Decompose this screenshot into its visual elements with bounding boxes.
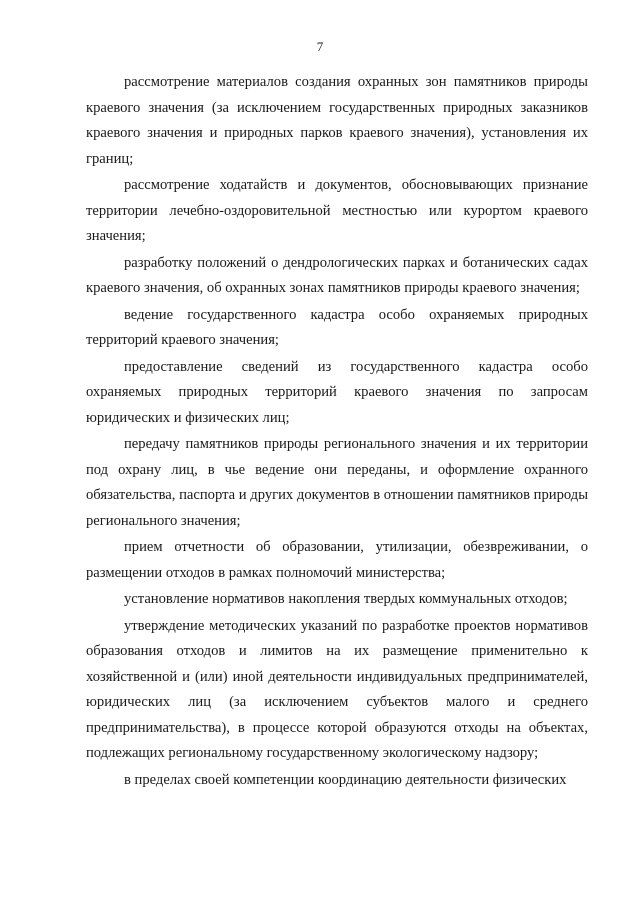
paragraph-methodical-guidelines: утверждение методических указаний по разработке проектов нормативов образования отходов и лимитов на их размещение применительно к хозяйственной и (или) иной деятельности индивидуальных предпринимателей, юридических лиц (за исключением субъектов малого и среднего предпринимательства), в процессе которой образуются отходы на объектах, подлежащих региональному государственному экологическому надзору;: [86, 617, 588, 761]
paragraph-waste-reporting: прием отчетности об образовании, утилизации, обезвреживании, о размещении отходов в рамках полномочий министерства;: [86, 539, 588, 581]
paragraph-protection-zones: рассмотрение материалов создания охранных зон памятников природы краевого значения (за исключением государственных природных заказников краевого значения и природных парков краевого значения), установления их границ;: [86, 74, 588, 167]
document-body: [86, 70, 588, 794]
paragraph-waste-norms: установление нормативов накопления твердых коммунальных отходов;: [124, 591, 568, 607]
page-number: 7: [316, 39, 324, 54]
paragraph-dendrological-parks: разработку положений о дендрологических парках и ботанических садах краевого значения, об охранных зонах памятников природы краевого значения;: [86, 254, 588, 296]
paragraph-cadastre-maintenance: ведение государственного кадастра особо охраняемых природных территорий краевого значения;: [86, 306, 588, 348]
paragraph-resort-petitions: рассмотрение ходатайств и документов, обосновывающих признание территории лечебно-оздоровительной местностью или курортом краевого значения;: [86, 177, 588, 244]
paragraph-monument-transfer: передачу памятников природы регионального значения и их территории под охрану лиц, в чье ведение они переданы, и оформление охранного обязательства, паспорта и других документов в отношении памятников природы регионального значения;: [86, 436, 588, 529]
paragraph-coordination: в пределах своей компетенции координацию деятельности физических: [124, 771, 567, 788]
paragraph-cadastre-information: предоставление сведений из государственного кадастра особо охраняемых природных территорий краевого значения по запросам юридических и физических лиц;: [86, 358, 588, 426]
